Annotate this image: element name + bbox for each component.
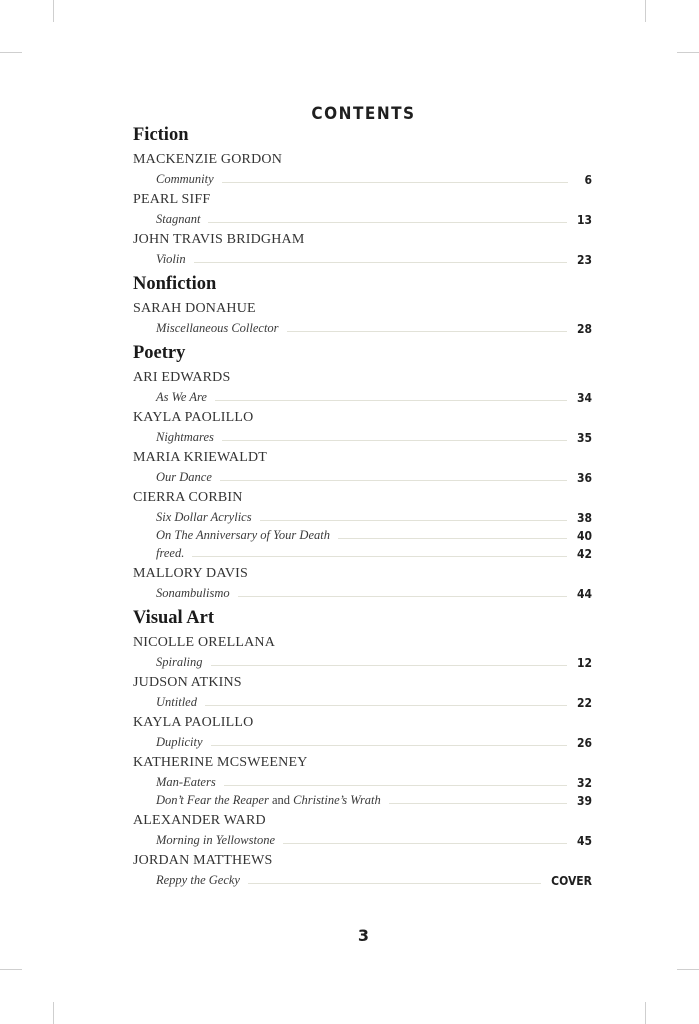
page-ref: 40 <box>576 529 592 543</box>
toc-entry[interactable] <box>133 692 592 710</box>
work-title-text: Six Dollar Acrylics <box>156 510 252 524</box>
section-heading: Visual Art <box>133 608 215 628</box>
author-name: MACKENZIE GORDON <box>133 152 283 167</box>
page-title: CONTENTS <box>311 104 416 124</box>
page-ref: COVER <box>551 874 592 888</box>
table-of-contents <box>133 123 592 888</box>
author-name: ALEXANDER WARD <box>133 813 266 828</box>
dot-leader <box>194 262 567 263</box>
page-ref: 6 <box>584 173 592 187</box>
work-title-text: Spiraling <box>156 655 203 669</box>
dot-leader <box>338 538 567 539</box>
author-name: KAYLA PAOLILLO <box>133 715 254 730</box>
section-heading: Poetry <box>133 343 186 363</box>
crop-mark <box>53 0 54 22</box>
page-ref: 34 <box>576 391 592 405</box>
work-title <box>156 430 214 445</box>
crop-mark <box>645 0 646 22</box>
author-name: PEARL SIFF <box>133 192 211 207</box>
toc-entry[interactable] <box>133 652 592 670</box>
dot-leader <box>224 785 567 786</box>
dot-leader <box>211 665 567 666</box>
page-ref: 13 <box>576 213 592 227</box>
dot-leader <box>248 883 541 884</box>
work-title-text: Stagnant <box>156 212 201 226</box>
toc-entry[interactable] <box>133 543 592 561</box>
toc-entry[interactable] <box>133 790 592 808</box>
page-ref: 22 <box>576 696 592 710</box>
work-title <box>156 735 203 750</box>
author-name: SARAH DONAHUE <box>133 301 256 316</box>
dot-leader <box>222 440 567 441</box>
work-title-text: Miscellaneous Collector <box>156 321 279 335</box>
toc-entry[interactable] <box>133 169 592 187</box>
work-title-text: As We Are <box>156 390 207 404</box>
toc-entry[interactable] <box>133 249 592 267</box>
toc-entry[interactable] <box>133 467 592 485</box>
dot-leader <box>205 705 567 706</box>
toc-entry[interactable] <box>133 507 592 525</box>
work-title <box>156 873 240 888</box>
page-ref: 42 <box>576 547 592 561</box>
work-title-text: Community <box>156 172 214 186</box>
dot-leader <box>260 520 567 521</box>
toc-entry[interactable] <box>133 525 592 543</box>
author-name: KATHERINE MCSWEENEY <box>133 755 308 770</box>
work-title <box>156 695 197 710</box>
work-title <box>156 655 203 670</box>
toc-entry[interactable] <box>133 427 592 445</box>
author-name: CIERRA CORBIN <box>133 490 243 505</box>
author-name: JUDSON ATKINS <box>133 675 242 690</box>
page-ref: 39 <box>576 794 592 808</box>
crop-mark <box>53 1002 54 1024</box>
page-ref: 45 <box>576 834 592 848</box>
dot-leader <box>389 803 567 804</box>
author-name: NICOLLE ORELLANA <box>133 635 276 650</box>
dot-leader <box>208 222 567 223</box>
toc-entry[interactable] <box>133 772 592 790</box>
section-heading: Fiction <box>133 125 189 145</box>
work-title-text: Untitled <box>156 695 197 709</box>
work-title-conjunction: and <box>268 793 294 807</box>
crop-mark <box>677 969 699 970</box>
work-title <box>156 470 212 485</box>
work-title-text: Duplicity <box>156 735 203 749</box>
work-title <box>156 546 184 561</box>
page-ref: 38 <box>576 511 592 525</box>
work-title <box>156 172 214 187</box>
page-ref: 12 <box>576 656 592 670</box>
work-title <box>156 833 275 848</box>
work-title-text: Sonambulismo <box>156 586 230 600</box>
page-ref: 28 <box>576 322 592 336</box>
work-title <box>156 775 216 790</box>
author-name: JOHN TRAVIS BRIDGHAM <box>133 232 305 247</box>
work-title-text: Don’t Fear the Reaper <box>156 793 269 807</box>
toc-entry[interactable] <box>133 583 592 601</box>
toc-entry[interactable] <box>133 209 592 227</box>
dot-leader <box>192 556 567 557</box>
author-name: KAYLA PAOLILLO <box>133 410 254 425</box>
work-title-text: Man-Eaters <box>156 775 216 789</box>
work-title <box>156 252 186 267</box>
work-title <box>156 390 207 405</box>
dot-leader <box>287 331 567 332</box>
dot-leader <box>211 745 567 746</box>
work-title-text: Christine’s Wrath <box>293 793 381 807</box>
work-title <box>156 793 381 808</box>
work-title-text: Violin <box>156 252 186 266</box>
crop-mark <box>0 52 22 53</box>
crop-mark <box>645 1002 646 1024</box>
page-ref: 44 <box>576 587 592 601</box>
page-ref: 23 <box>576 253 592 267</box>
crop-mark <box>677 52 699 53</box>
page-ref: 32 <box>576 776 592 790</box>
work-title-text: Morning in Yellowstone <box>156 833 275 847</box>
work-title-text: On The Anniversary of Your Death <box>156 528 330 542</box>
toc-entry[interactable] <box>133 732 592 750</box>
author-name: MARIA KRIEWALDT <box>133 450 268 465</box>
section-heading: Nonfiction <box>133 274 217 294</box>
toc-entry[interactable] <box>133 387 592 405</box>
work-title-text: freed. <box>156 546 185 560</box>
author-name: ARI EDWARDS <box>133 370 231 385</box>
work-title-text: Reppy the Gecky <box>156 873 240 887</box>
author-name: JORDAN MATTHEWS <box>133 853 273 868</box>
work-title <box>156 510 252 525</box>
toc-entry[interactable] <box>133 830 592 848</box>
work-title-text: Our Dance <box>156 470 212 484</box>
crop-mark <box>0 969 22 970</box>
work-title <box>156 321 279 336</box>
work-title-text: Nightmares <box>156 430 214 444</box>
author-name: MALLORY DAVIS <box>133 566 249 581</box>
toc-entry[interactable] <box>133 318 592 336</box>
toc-entry[interactable] <box>133 870 592 888</box>
work-title <box>156 586 230 601</box>
dot-leader <box>215 400 567 401</box>
dot-leader <box>222 182 568 183</box>
page-ref: 35 <box>576 431 592 445</box>
page-number: 3 <box>357 926 370 945</box>
dot-leader <box>220 480 567 481</box>
work-title <box>156 528 330 543</box>
work-title <box>156 212 200 227</box>
page-ref: 36 <box>576 471 592 485</box>
dot-leader <box>238 596 567 597</box>
dot-leader <box>283 843 567 844</box>
page-ref: 26 <box>576 736 592 750</box>
